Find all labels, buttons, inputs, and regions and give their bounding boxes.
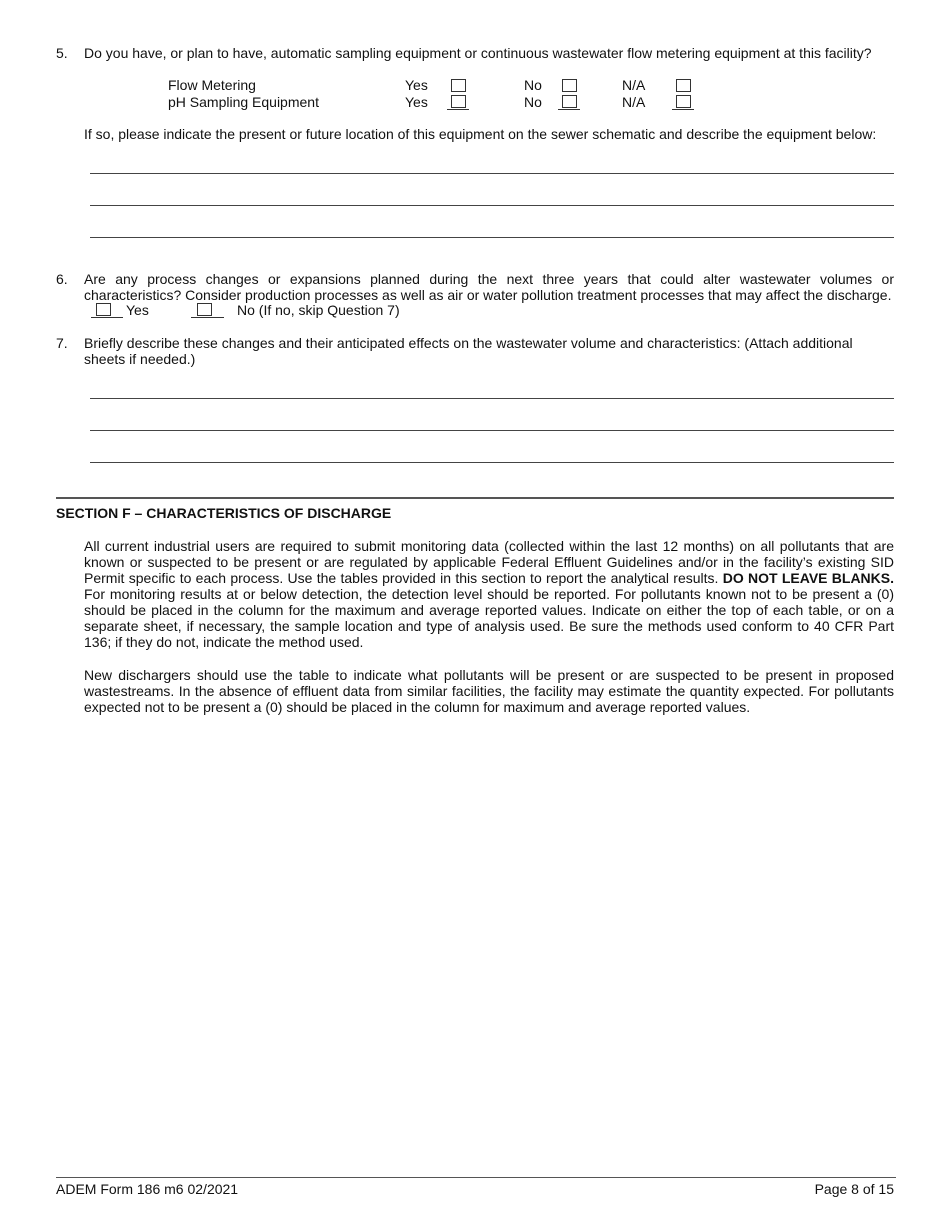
question-7-number: 7.: [56, 335, 68, 351]
flow-metering-yes-checkbox[interactable]: [451, 79, 466, 92]
ph-sampling-na-checkbox[interactable]: [676, 95, 691, 108]
section-f-paragraph-1-part-1: All current industrial users are required to submit monitoring data (collected within the last 12 months) on all pollutants that are known or suspected to be present or are regulated by applicable Federal Effluent Guidelines and/or in the facility’s existing SID Permit specific to each process. Use the tables provided in this section to report the analytical results.: [84, 538, 894, 586]
do-not-leave-blanks: DO NOT LEAVE BLANKS.: [722, 570, 895, 586]
question-5-number: 5.: [56, 45, 68, 61]
answer-line-q7-2[interactable]: [90, 430, 894, 431]
ph-sampling-yes-checkbox[interactable]: [451, 95, 466, 108]
ph-sampling-yes-label: Yes: [405, 94, 428, 110]
question-7-line-2: sheets if needed.): [84, 351, 196, 367]
question-5-followup: If so, please indicate the present or future location of this equipment on the sewer schematic and describe the equipment below:: [84, 126, 877, 142]
ph-sampling-no-checkbox[interactable]: [562, 95, 577, 108]
answer-line-q5-3[interactable]: [90, 237, 894, 238]
row-label-ph-sampling: pH Sampling Equipment: [168, 94, 319, 110]
footer-page-number: Page 8 of 15: [814, 1181, 894, 1197]
process-changes-no-checkbox[interactable]: [197, 303, 212, 316]
flow-metering-no-label: No: [524, 77, 542, 93]
section-divider: [56, 497, 894, 499]
answer-line-q5-2[interactable]: [90, 205, 894, 206]
process-changes-yes-label: Yes: [126, 302, 149, 318]
answer-line-q7-3[interactable]: [90, 462, 894, 463]
process-changes-no-label: No (If no, skip Question 7): [237, 302, 400, 318]
row-label-flow-metering: Flow Metering: [168, 77, 256, 93]
section-f-heading: SECTION F – CHARACTERISTICS OF DISCHARGE: [56, 505, 392, 521]
question-6-line-1: Are any process changes or expansions planned during the next three years that could alter wastewater volumes or: [84, 271, 894, 287]
question-7-line-1: Briefly describe these changes and their anticipated effects on the wastewater volume and characteristics: (Attach additional: [84, 335, 853, 351]
section-f-paragraph-1-part-2: For monitoring results at or below detection, the detection level should be reported. For pollutants known not to be present a (0) should be placed in the column for the maximum and average reported values. Indicate on either the top of each table, or on a separate sheet, if necessary, the sample location and type of analysis used. Be sure the methods used conform to 40 CFR Part 136; if they do not, indicate the method used.: [84, 586, 894, 650]
answer-line-q5-1[interactable]: [90, 173, 894, 174]
question-6-number: 6.: [56, 271, 68, 287]
flow-metering-na-label: N/A: [622, 77, 646, 93]
section-f-paragraph-2: New dischargers should use the table to indicate what pollutants will be present or are suspected to be present in proposed wastestreams. In the absence of effluent data from similar facilities, the facility may estimate the quantity expected. For pollutants expected not to be present a (0) should be placed in the column for maximum and average reported values.: [84, 667, 894, 715]
flow-metering-no-checkbox[interactable]: [562, 79, 577, 92]
answer-line-q7-1[interactable]: [90, 398, 894, 399]
question-6-text: [84, 271, 894, 303]
process-changes-no-underline: [191, 317, 224, 318]
ph-sampling-na-label: N/A: [622, 94, 646, 110]
flow-metering-na-checkbox[interactable]: [676, 79, 691, 92]
question-6-line-2: characteristics? Consider production processes as well as air or water pollution treatment processes that may affect the discharge.: [84, 287, 892, 303]
ph-sampling-no-underline: [558, 109, 580, 110]
ph-sampling-no-label: No: [524, 94, 542, 110]
section-f-paragraph-1: [84, 538, 894, 650]
footer-rule: [56, 1177, 896, 1178]
question-5-text: Do you have, or plan to have, automatic sampling equipment or continuous wastewater flow metering equipment at this facility?: [84, 45, 872, 61]
process-changes-yes-underline: [91, 317, 123, 318]
process-changes-yes-checkbox[interactable]: [96, 303, 111, 316]
footer-form-id: ADEM Form 186 m6 02/2021: [56, 1181, 239, 1197]
ph-sampling-na-underline: [672, 109, 694, 110]
flow-metering-yes-label: Yes: [405, 77, 428, 93]
ph-sampling-yes-underline: [447, 109, 469, 110]
